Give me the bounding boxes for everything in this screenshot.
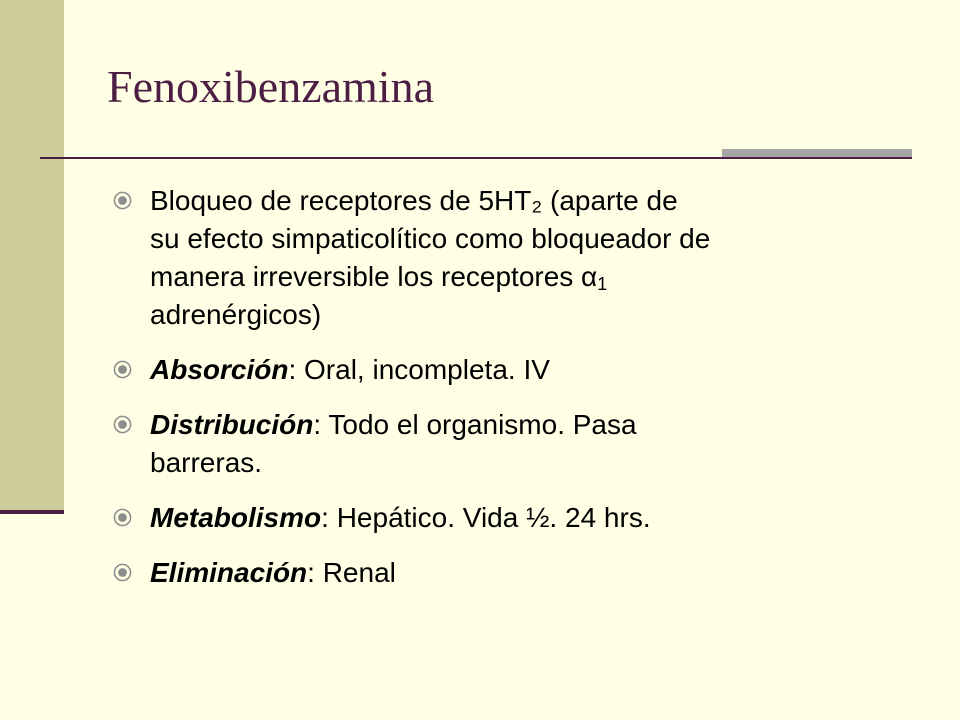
bullet-text-line: barreras. <box>150 447 263 478</box>
bullet-detail: : Renal <box>307 557 396 588</box>
bullet-text-line <box>150 499 913 537</box>
bullet-term: Eliminación <box>150 557 308 588</box>
bullet-text-line <box>150 351 913 389</box>
bullet-text-line: Bloqueo de receptores de 5HT₂ (aparte de <box>150 185 678 216</box>
left-accent-underline <box>0 510 64 514</box>
bullet-item-distribucion <box>113 406 913 482</box>
circled-dot-bullet-icon <box>113 508 132 527</box>
circled-dot-bullet-icon <box>113 360 132 379</box>
bullet-item-receptores <box>113 182 913 334</box>
bullet-text-line <box>150 406 913 444</box>
slide-title: Fenoxibenzamina <box>107 61 435 112</box>
bullet-detail: : Todo el organismo. Pasa <box>313 409 637 440</box>
bullet-detail: : Oral, incompleta. IV <box>288 354 550 385</box>
bullet-text-line <box>150 554 913 592</box>
bullet-term: Distribución <box>150 409 314 440</box>
bullet-list <box>113 182 913 609</box>
bullet-term: Metabolismo <box>150 502 322 533</box>
alpha-subscript: 1 <box>597 274 608 294</box>
bullet-text-line: adrenérgicos) <box>150 299 322 330</box>
left-accent-band <box>0 0 64 510</box>
bullet-text-line <box>150 258 913 296</box>
circled-dot-bullet-icon <box>113 563 132 582</box>
bullet-detail: : Hepático. Vida ½. 24 hrs. <box>321 502 651 533</box>
bullet-item-eliminacion <box>113 554 913 592</box>
bullet-item-metabolismo <box>113 499 913 537</box>
bullet-text-segment: manera irreversible los receptores α <box>150 261 598 292</box>
title-divider-line <box>40 157 912 159</box>
bullet-term: Absorción <box>150 354 289 385</box>
bullet-item-absorcion <box>113 351 913 389</box>
circled-dot-bullet-icon <box>113 415 132 434</box>
title-divider-accent <box>722 149 912 157</box>
circled-dot-bullet-icon <box>113 191 132 210</box>
bullet-text-line: su efecto simpaticolítico como bloqueador de <box>150 223 711 254</box>
